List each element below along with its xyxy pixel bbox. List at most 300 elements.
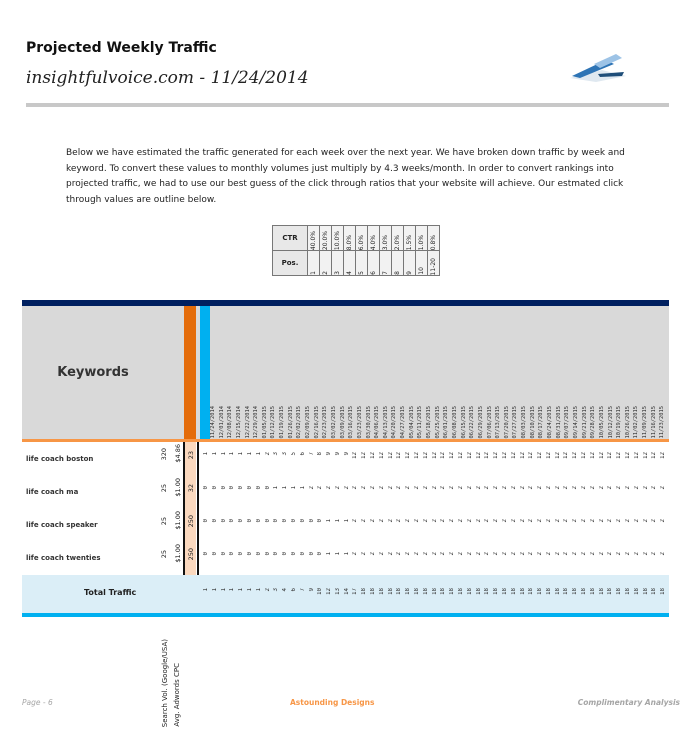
weekly-traffic-value: 1 [273,486,280,490]
weekly-traffic-value: 1 [290,486,297,490]
week-date: 02/23/2015 [322,405,329,438]
weekly-traffic-value: 2 [625,519,632,523]
weekly-traffic-value: 2 [449,519,456,523]
ctr-cell [404,226,416,251]
weekly-traffic-value: 3 [282,452,289,456]
weekly-traffic-value: 18 [528,588,535,595]
weekly-traffic-value: 2 [581,552,588,556]
weekly-traffic-value: 12 [563,452,570,459]
keyword-label: life coach twenties [26,554,101,562]
weekly-traffic-value: 2 [501,552,508,556]
weekly-traffic-value: 12 [537,452,544,459]
weekly-traffic-value: 2 [308,486,315,490]
weekly-traffic-value: 0 [246,519,253,523]
weekly-traffic-value: 2 [581,486,588,490]
weekly-traffic-value: 2 [607,486,614,490]
weekly-traffic-value: 0 [220,519,227,523]
ctr-value: 0.8% [430,234,437,250]
weekly-traffic-value: 0 [203,486,209,490]
weekly-traffic-value: 2 [484,519,491,523]
week-date: 04/06/2015 [374,405,381,438]
weekly-traffic-value: 6 [299,452,306,456]
keyword-label: life coach boston [26,455,94,463]
weekly-traffic-value: 12 [378,452,385,459]
weekly-traffic-value: 2 [510,552,517,556]
weekly-traffic-value: 2 [651,552,658,556]
weekly-traffic-value: 2 [449,486,456,490]
weekly-traffic-value: 1 [229,588,236,592]
ctr-cell [320,226,332,251]
weekly-traffic-value: 2 [589,519,596,523]
weekly-traffic-value: 0 [229,486,236,490]
pos-value: 3 [334,271,341,275]
rank-value: 23 [187,451,195,460]
weekly-traffic-value: 2 [528,519,535,523]
weekly-traffic-value: 2 [361,519,368,523]
pos-value: 8 [394,271,401,275]
rank-value: 32 [187,484,195,493]
column-divider [197,442,199,575]
header-bottom-rule [22,439,669,442]
week-date: 11/02/2015 [633,405,640,438]
cpc-value: $4.86 [174,444,182,463]
weekly-traffic-value: 2 [361,552,368,556]
weekly-traffic-value: 0 [299,552,306,556]
weekly-traffic-value: 0 [282,519,289,523]
weekly-traffic-value: 2 [493,552,500,556]
weekly-traffic-value: 12 [607,452,614,459]
pos-cell [356,251,368,276]
weekly-traffic-value: 18 [545,588,552,595]
weekly-traffic-value: 2 [466,519,473,523]
pos-value: 5 [358,271,365,275]
week-date: 10/12/2015 [607,405,614,438]
weekly-traffic-value: 12 [352,452,359,459]
cpc-value: $1.00 [174,511,182,530]
weekly-traffic-value: 2 [370,486,377,490]
weekly-traffic-value: 2 [457,519,464,523]
weekly-traffic-value: 2 [431,486,438,490]
weekly-traffic-value: 0 [203,552,209,556]
weekly-traffic-value: 0 [264,486,271,490]
weekly-traffic-value: 12 [475,452,482,459]
weekly-traffic-value: 2 [440,486,447,490]
weekly-traffic-value: 18 [405,588,412,595]
week-dates [210,318,668,438]
week-date: 03/09/2015 [339,405,346,438]
weekly-traffic-value: 1 [203,588,209,592]
weekly-traffic-value: 2 [528,552,535,556]
week-date: 09/07/2015 [564,405,571,438]
ctr-value: 1.5% [406,234,413,250]
week-date: 02/09/2015 [305,405,312,438]
weekly-traffic-value: 18 [651,588,658,595]
weekly-traffic-value: 2 [475,486,482,490]
weekly-traffic-value: 12 [414,452,421,459]
ctr-value: 6.0% [358,234,365,250]
ctr-cell [344,226,356,251]
pos-cell [344,251,356,276]
total-traffic-label: Total Traffic [84,588,137,597]
weekly-traffic-value: 2 [405,552,412,556]
week-date: 04/13/2015 [382,405,389,438]
weekly-traffic-value: 1 [326,519,333,523]
weekly-traffic-value: 0 [273,552,280,556]
weekly-traffic-value: 1 [229,452,236,456]
pos-cell [320,251,332,276]
weekly-traffic-value: 2 [352,519,359,523]
weekly-traffic-value: 0 [211,519,218,523]
weekly-traffic-value: 1 [203,452,209,456]
ctr-cell [356,226,368,251]
weekly-traffic-value: 0 [220,552,227,556]
pos-cell [404,251,416,276]
weekly-traffic-value: 7 [299,588,306,592]
week-date: 04/27/2015 [400,405,407,438]
pos-value: 4 [346,271,353,275]
week-date: 07/13/2015 [495,405,502,438]
weekly-traffic-value: 6 [290,588,297,592]
weekly-traffic-value: 2 [475,552,482,556]
pos-label: Pos. [273,251,308,276]
weekly-traffic-value: 2 [554,552,561,556]
pos-cell [368,251,380,276]
weekly-traffic-value: 2 [589,552,596,556]
weekly-traffic-value: 12 [449,452,456,459]
weekly-traffic-value: 2 [537,486,544,490]
weekly-traffic-value: 2 [501,519,508,523]
pos-cell [308,251,320,276]
weekly-traffic-value: 2 [405,519,412,523]
weekly-traffic-value: 2 [440,519,447,523]
weekly-traffic-value: 2 [378,552,385,556]
weekly-traffic-value: 0 [211,486,218,490]
weekly-traffic-value: 1 [220,588,227,592]
weekly-traffic-value: 2 [660,486,667,490]
weekly-traffic-value: 14 [343,588,350,595]
ctr-cell [428,226,440,251]
weekly-traffic-value: 2 [466,552,473,556]
week-date: 08/10/2015 [529,405,536,438]
weekly-traffic-value: 18 [537,588,544,595]
weekly-traffic-value: 18 [387,588,394,595]
weekly-traffic-value: 18 [466,588,473,595]
weekly-traffic-value: 2 [422,519,429,523]
pos-value: 7 [382,271,389,275]
week-date: 03/16/2015 [348,405,355,438]
weekly-traffic-value: 0 [211,552,218,556]
total-traffic-row [203,588,669,600]
weekly-traffic-value: 2 [633,486,640,490]
ctr-table [272,225,440,276]
weekly-traffic-value: 12 [440,452,447,459]
weekly-traffic-value: 2 [519,552,526,556]
weekly-traffic-value: 2 [387,486,394,490]
weekly-traffic-value: 18 [396,588,403,595]
weekly-traffic-value: 2 [589,486,596,490]
weekly-traffic-value: 2 [660,519,667,523]
weekly-traffic-value: 18 [572,588,579,595]
ctr-value: 10.0% [334,230,341,250]
week-date: 02/16/2015 [313,405,320,438]
weekly-traffic-value: 10 [317,588,324,595]
week-date: 05/25/2015 [434,405,441,438]
week-date: 06/08/2015 [451,405,458,438]
week-date: 08/31/2015 [555,405,562,438]
weekly-traffic-value: 2 [510,519,517,523]
weekly-traffic-value: 2 [370,552,377,556]
pos-cell [428,251,440,276]
weekly-traffic-value: 2 [572,486,579,490]
weekly-traffic-value: 2 [334,486,341,490]
weekly-traffic-value: 2 [396,519,403,523]
weekly-traffic-value: 12 [642,452,649,459]
weekly-traffic-value: 5 [290,452,297,456]
weekly-traffic-value: 7 [308,452,315,456]
ctr-cell [392,226,404,251]
keywords-header: Keywords [57,365,129,380]
weekly-traffic-value: 1 [211,588,218,592]
week-date: 05/04/2015 [408,405,415,438]
weekly-traffic-value: 2 [414,552,421,556]
weekly-traffic-value: 2 [642,552,649,556]
weekly-traffic-value: 2 [352,486,359,490]
weekly-traffic-value: 2 [545,486,552,490]
ctr-cell [308,226,320,251]
weekly-traffic-value: 0 [264,519,271,523]
weekly-traffic-value: 2 [475,519,482,523]
weekly-traffic-value: 2 [422,552,429,556]
search-vol-value: 25 [160,517,168,526]
weekly-traffic-value: 12 [519,452,526,459]
weekly-traffic-value: 18 [660,588,667,595]
weekly-traffic-value: 2 [642,519,649,523]
weekly-traffic-value: 2 [378,486,385,490]
weekly-traffic-value: 2 [378,519,385,523]
weekly-traffic-value: 2 [457,552,464,556]
weekly-traffic-value: 9 [334,452,341,456]
weekly-traffic-value: 2 [519,486,526,490]
weekly-traffic-value: 13 [334,588,341,595]
week-date: 08/03/2015 [521,405,528,438]
weekly-traffic-value: 12 [422,452,429,459]
weekly-traffic-value: 18 [510,588,517,595]
weekly-traffic-value: 12 [589,452,596,459]
first-week-band [200,306,210,439]
weekly-traffic-value: 0 [264,552,271,556]
week-date: 12/22/2014 [244,405,251,438]
weekly-traffic-value: 18 [519,588,526,595]
weekly-traffic-value: 12 [370,452,377,459]
weekly-traffic-value: 2 [563,519,570,523]
weekly-traffic-value: 2 [510,486,517,490]
weekly-traffic-value: 18 [378,588,385,595]
page-number: Page - 6 [22,698,53,707]
ctr-value: 2.0% [394,234,401,250]
weekly-traffic-value: 2 [598,552,605,556]
weekly-traffic-value: 12 [545,452,552,459]
weekly-traffic-value: 2 [563,486,570,490]
weekly-traffic-value: 2 [422,486,429,490]
weekly-traffic-value: 2 [642,486,649,490]
table-bottom-rule [22,613,669,617]
weekly-traffic-value: 2 [264,452,271,456]
header-rule [26,103,669,107]
weekly-traffic-value: 8 [317,452,324,456]
weekly-traffic-value: 0 [308,552,315,556]
weekly-traffic-value: 0 [238,552,245,556]
keyword-label: life coach speaker [26,521,98,529]
company-name: Astounding Designs [290,698,375,707]
weekly-traffic-value: 18 [422,588,429,595]
weekly-traffic-value: 18 [440,588,447,595]
weekly-traffic-value: 2 [572,519,579,523]
ctr-value: 4.0% [370,234,377,250]
weekly-traffic-value: 2 [343,486,350,490]
weekly-traffic-value: 2 [493,519,500,523]
page-title: Projected Weekly Traffic [26,40,217,56]
weekly-traffic-value: 2 [396,552,403,556]
weekly-traffic-value: 2 [633,552,640,556]
weekly-traffic-value: 0 [299,519,306,523]
weekly-traffic-value: 2 [387,552,394,556]
pos-value: 1 [310,271,317,275]
weekly-traffic-value: 1 [255,588,262,592]
week-date: 07/27/2015 [512,405,519,438]
pos-value: 9 [406,271,413,275]
week-date: 09/21/2015 [581,405,588,438]
weekly-traffic-value: 2 [537,519,544,523]
weekly-traffic-value: 2 [651,519,658,523]
week-date: 01/12/2015 [270,405,277,438]
weekly-traffic-value: 2 [598,519,605,523]
search-vol-value: 25 [160,484,168,493]
weekly-traffic-value: 1 [246,588,253,592]
ctr-value: 3.0% [382,234,389,250]
weekly-traffic-value: 3 [273,452,280,456]
week-date: 07/20/2015 [503,405,510,438]
weekly-traffic-value: 1 [326,552,333,556]
weekly-traffic-value: 18 [633,588,640,595]
weekly-traffic-value: 9 [308,588,315,592]
weekly-traffic-value: 12 [501,452,508,459]
weekly-traffic-value: 18 [484,588,491,595]
week-date: 05/18/2015 [426,405,433,438]
pos-value: 6 [370,271,377,275]
weekly-traffic-value: 18 [493,588,500,595]
week-date: 12/01/2014 [218,405,225,438]
weekly-traffic-value: 2 [572,552,579,556]
weekly-traffic-value: 1 [255,452,262,456]
week-date: 11/24/2014 [210,405,216,438]
weekly-traffic-value: 2 [484,486,491,490]
weekly-traffic-value: 1 [334,519,341,523]
weekly-traffic-value: 1 [343,552,350,556]
search-vol-value: 320 [160,448,168,461]
week-date: 06/01/2015 [443,405,450,438]
weekly-traffic-value: 0 [255,519,262,523]
week-date: 11/23/2015 [659,405,666,438]
weekly-traffic-value: 1 [238,452,245,456]
rank-value: 250 [187,515,195,528]
weekly-traffic-value: 0 [246,486,253,490]
week-date: 09/14/2015 [572,405,579,438]
week-date: 01/26/2015 [287,405,294,438]
weekly-traffic-row [203,519,669,531]
pos-cell [332,251,344,276]
weekly-traffic-value: 2 [616,486,623,490]
rank-header-band [184,306,196,439]
week-date: 03/23/2015 [356,405,363,438]
week-date: 12/15/2014 [235,405,242,438]
pos-cell [392,251,404,276]
search-vol-value: 25 [160,550,168,559]
weekly-traffic-value: 2 [317,486,324,490]
weekly-traffic-value: 12 [528,452,535,459]
keyword-label: life coach ma [26,488,79,496]
weekly-traffic-value: 2 [563,552,570,556]
weekly-traffic-value: 2 [616,552,623,556]
weekly-traffic-value: 2 [493,486,500,490]
weekly-traffic-value: 12 [616,452,623,459]
weekly-traffic-value: 2 [554,519,561,523]
weekly-traffic-value: 2 [545,519,552,523]
weekly-traffic-value: 18 [457,588,464,595]
weekly-traffic-value: 2 [651,486,658,490]
weekly-traffic-value: 12 [326,588,333,595]
week-date: 11/09/2015 [642,405,649,438]
weekly-traffic-value: 2 [484,552,491,556]
rank-value: 250 [187,548,195,561]
weekly-traffic-value: 18 [642,588,649,595]
weekly-traffic-value: 9 [343,452,350,456]
weekly-traffic-value: 2 [528,486,535,490]
ctr-cell [416,226,428,251]
weekly-traffic-value: 12 [633,452,640,459]
ctr-value: 40.0% [310,230,317,250]
weekly-traffic-value: 2 [598,486,605,490]
weekly-traffic-value: 12 [466,452,473,459]
week-date: 01/05/2015 [261,405,268,438]
weekly-traffic-value: 0 [220,486,227,490]
weekly-traffic-value: 2 [414,519,421,523]
weekly-traffic-value: 12 [457,452,464,459]
weekly-traffic-value: 1 [246,452,253,456]
weekly-traffic-value: 18 [625,588,632,595]
weekly-traffic-value: 18 [361,588,368,595]
weekly-traffic-value: 0 [238,519,245,523]
weekly-traffic-value: 0 [290,552,297,556]
weekly-traffic-value: 12 [625,452,632,459]
ctr-cell [368,226,380,251]
pos-row [273,251,440,276]
week-date: 10/26/2015 [624,405,631,438]
weekly-traffic-value: 2 [449,552,456,556]
weekly-traffic-value: 12 [387,452,394,459]
weekly-traffic-value: 18 [414,588,421,595]
week-date: 11/16/2015 [650,405,657,438]
report-name: Complimentary Analysis [577,698,680,707]
weekly-traffic-value: 12 [431,452,438,459]
cpc-value: $1.00 [174,544,182,563]
weekly-traffic-value: 0 [246,552,253,556]
week-date: 06/22/2015 [469,405,476,438]
weekly-traffic-value: 2 [625,552,632,556]
weekly-traffic-value: 12 [651,452,658,459]
weekly-traffic-value: 12 [572,452,579,459]
weekly-traffic-value: 2 [625,486,632,490]
weekly-traffic-value: 12 [598,452,605,459]
